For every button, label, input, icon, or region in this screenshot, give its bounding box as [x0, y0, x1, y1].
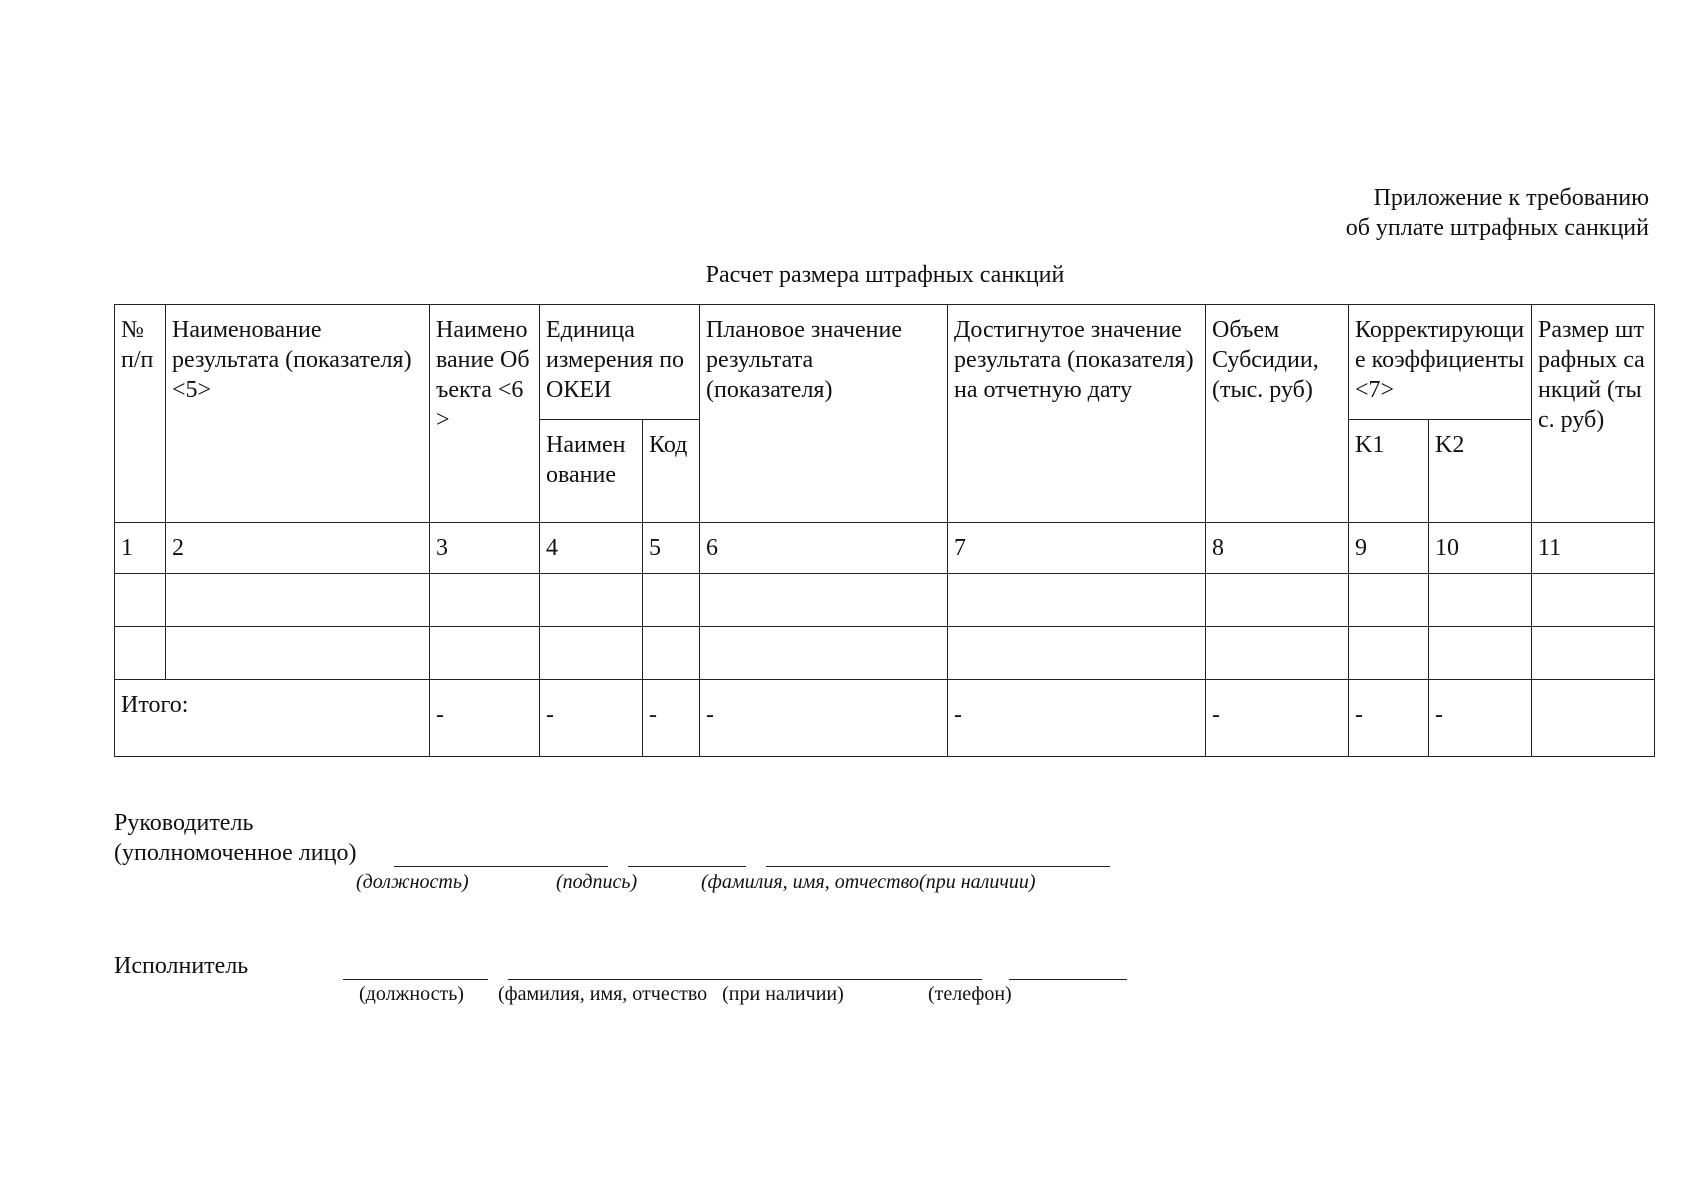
head-name-line[interactable] — [766, 866, 1110, 867]
table-cell[interactable] — [1206, 574, 1349, 627]
table-row — [115, 627, 1655, 680]
executor-name-line[interactable] — [508, 979, 982, 980]
table-cell[interactable] — [1429, 627, 1532, 680]
column-number: 8 — [1206, 523, 1349, 574]
header-achieved-value: Достигнутое значение результата (показателя) на отчетную дату — [948, 305, 1206, 523]
executor-caption-name: (фамилия, имя, отчество (при наличии) — [498, 983, 844, 1005]
total-value: - — [643, 680, 700, 757]
header-result-name: Наименование результата (показателя) <5> — [166, 305, 430, 523]
table-cell[interactable] — [1532, 627, 1655, 680]
head-caption-name: (фамилия, имя, отчество(при наличии) — [701, 871, 1036, 893]
table-cell[interactable] — [643, 627, 700, 680]
header-k1: K1 — [1349, 420, 1429, 523]
column-number: 3 — [430, 523, 540, 574]
table-cell[interactable] — [115, 627, 166, 680]
table-cell[interactable] — [1429, 574, 1532, 627]
document-title: Расчет размера штрафных санкций — [705, 262, 1065, 288]
head-position-line[interactable] — [394, 866, 608, 867]
header-correction-coefficients: Корректирующие коэффициенты <7> — [1349, 305, 1532, 420]
total-value: - — [1349, 680, 1429, 757]
header-penalty-size: Размер штрафных санкций (тыс. руб) — [1532, 305, 1655, 523]
executor-caption-position: (должность) — [359, 983, 464, 1005]
column-number-row — [115, 523, 1655, 574]
table-cell[interactable] — [540, 574, 643, 627]
table-cell[interactable] — [430, 627, 540, 680]
appendix-line-1: Приложение к требованию — [1373, 185, 1649, 211]
header-okei-unit: Единица измерения по ОКЕИ — [540, 305, 700, 420]
column-number: 4 — [540, 523, 643, 574]
table-cell[interactable] — [1349, 574, 1429, 627]
table-cell[interactable] — [540, 627, 643, 680]
header-subsidy-volume: Объем Субсидии, (тыс. руб) — [1206, 305, 1349, 523]
table-row — [115, 574, 1655, 627]
column-number: 10 — [1429, 523, 1532, 574]
table-cell[interactable] — [430, 574, 540, 627]
column-number: 6 — [700, 523, 948, 574]
column-number: 1 — [115, 523, 166, 574]
total-value: - — [430, 680, 540, 757]
header-okei-name: Наименование — [540, 420, 643, 523]
column-number: 9 — [1349, 523, 1429, 574]
header-row-1 — [115, 305, 1655, 420]
column-number: 5 — [643, 523, 700, 574]
total-value: - — [1206, 680, 1349, 757]
column-number: 11 — [1532, 523, 1655, 574]
table-cell[interactable] — [166, 627, 430, 680]
penalty-calculation-table — [114, 304, 1655, 757]
table-cell[interactable] — [1532, 574, 1655, 627]
header-number: № п/п — [115, 305, 166, 523]
header-k2: K2 — [1429, 420, 1532, 523]
table-cell[interactable] — [643, 574, 700, 627]
total-label: Итого: — [115, 680, 430, 757]
total-value: - — [540, 680, 643, 757]
table-cell[interactable] — [166, 574, 430, 627]
column-number: 2 — [166, 523, 430, 574]
executor-phone-line[interactable] — [1009, 979, 1127, 980]
head-caption-position: (должность) — [356, 871, 469, 893]
head-caption-signature: (подпись) — [556, 871, 638, 893]
total-value: - — [700, 680, 948, 757]
executor-caption-phone: (телефон) — [928, 983, 1012, 1005]
total-value[interactable] — [1532, 680, 1655, 757]
header-okei-code: Код — [643, 420, 700, 523]
table-cell[interactable] — [1206, 627, 1349, 680]
head-label-sub: (уполномоченное лицо) — [114, 840, 357, 866]
table-cell[interactable] — [1349, 627, 1429, 680]
head-label: Руководитель — [114, 810, 254, 836]
executor-label: Исполнитель — [114, 953, 249, 979]
table-cell[interactable] — [948, 574, 1206, 627]
table-cell[interactable] — [115, 574, 166, 627]
table-cell[interactable] — [700, 627, 948, 680]
appendix-line-2: об уплате штрафных санкций — [1345, 215, 1649, 241]
head-signature-line[interactable] — [628, 866, 746, 867]
total-value: - — [1429, 680, 1532, 757]
column-number: 7 — [948, 523, 1206, 574]
table-cell[interactable] — [700, 574, 948, 627]
executor-position-line[interactable] — [343, 979, 488, 980]
table-cell[interactable] — [948, 627, 1206, 680]
appendix-header — [1346, 183, 1649, 243]
header-object-name: Наименование Объекта <6> — [430, 305, 540, 523]
total-row — [115, 680, 1655, 757]
total-value: - — [948, 680, 1206, 757]
header-planned-value: Плановое значение результата (показателя) — [700, 305, 948, 523]
